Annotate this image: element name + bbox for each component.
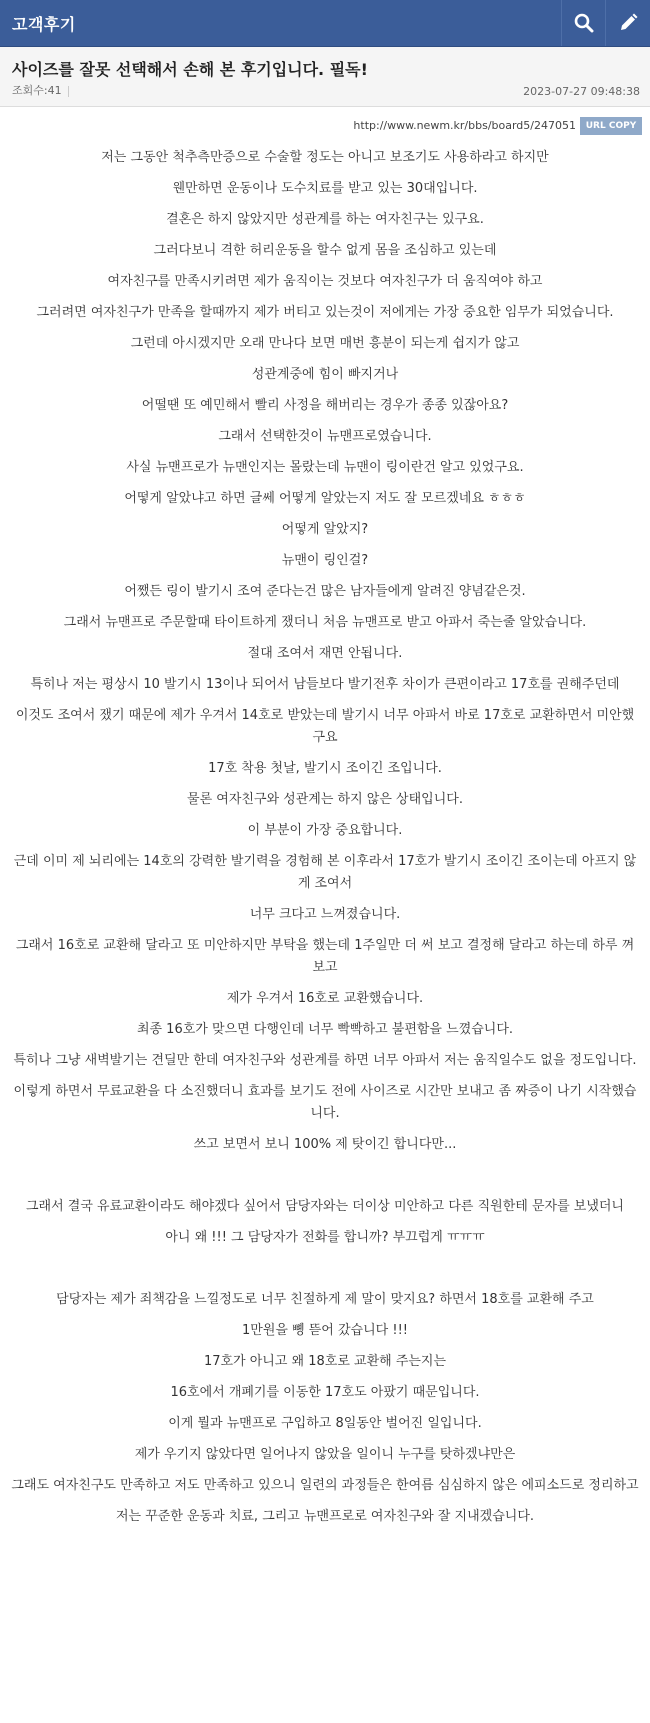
post-body (0, 143, 650, 1557)
body-paragraph: 물론 여자친구와 성관계는 하지 않은 상태입니다. (187, 792, 463, 807)
body-paragraph (10, 1165, 640, 1187)
body-paragraph: 어떨땐 또 예민해서 빨리 사정을 해버리는 경우가 종종 있잖아요? (141, 398, 509, 413)
body-paragraph: 그래도 여자친구도 만족하고 저도 만족하고 있으니 일련의 과정들은 한여름 심심하지 않은 에피소드로 정리하고 (11, 1478, 639, 1493)
body-paragraph: 웬만하면 운동이나 도수치료를 받고 있는 30대입니다. (172, 181, 478, 196)
body-paragraph: 저는 꾸준한 운동과 치료, 그리고 뉴맨프로로 여자친구와 잘 지내겠습니다. (115, 1509, 535, 1524)
body-paragraph: 특히나 그냥 새벽발기는 견딜만 한데 여자친구와 성관계를 하면 너무 아파서 저는 움직일수도 없을 정도입니다. (13, 1053, 637, 1068)
url-copy-button[interactable]: URL COPY (580, 117, 642, 135)
body-paragraph: 너무 크다고 느껴졌습니다. (249, 907, 401, 922)
top-bar (0, 0, 650, 47)
post-datetime: 2023-07-27 09:48:38 (523, 85, 640, 98)
body-paragraph: 어떻게 알았지? (281, 522, 369, 537)
search-button[interactable] (561, 0, 606, 46)
body-paragraph: 특히나 저는 평상시 10 발기시 13이나 되어서 남들보다 발기전후 차이가 큰편이라고 17호를 권해주던데 (30, 677, 620, 692)
body-paragraph: 이렇게 하면서 무료교환을 다 소진했더니 효과를 보기도 전에 사이즈로 시간만 보내고 좀 짜증이 나기 시작했습니다. (13, 1084, 637, 1121)
body-paragraph: 사실 뉴맨프로가 뉴맨인지는 몰랐는데 뉴맨이 링이란건 알고 있었구요. (126, 460, 524, 475)
post-header (0, 47, 650, 107)
body-paragraph: 절대 조여서 재면 안됩니다. (247, 646, 403, 661)
body-paragraph: 그러려면 여자친구가 만족을 할때까지 제가 버티고 있는것이 저에게는 가장 중요한 임무가 되었습니다. (36, 305, 614, 320)
body-paragraph: 이것도 조여서 쟀기 때문에 제가 우겨서 14호로 받았는데 발기시 너무 아파서 바로 17호로 교환하면서 미안했구요 (15, 708, 635, 745)
body-paragraph: 최종 16호가 맞으면 다행인데 너무 빡빡하고 불편함을 느꼈습니다. (136, 1022, 514, 1037)
body-paragraph: 그래서 뉴맨프로 주문할때 타이트하게 쟀더니 처음 뉴맨프로 받고 아파서 죽는줄 알았습니다. (63, 615, 587, 630)
body-paragraph: 그런데 아시겠지만 오래 만나다 보면 매번 흥분이 되는게 쉽지가 않고 (130, 336, 520, 351)
body-paragraph: 뉴맨이 링인걸? (281, 553, 369, 568)
body-paragraph: 근데 이미 제 뇌리에는 14호의 강력한 발기력을 경험해 본 이후라서 17호가 발기시 조이긴 조이는데 아프지 않게 조여서 (13, 854, 637, 891)
body-paragraph (10, 1258, 640, 1280)
body-paragraph: 여자친구를 만족시키려면 제가 움직이는 것보다 여자친구가 더 움직여야 하고 (107, 274, 543, 289)
post-url[interactable]: http://www.newm.kr/bbs/board5/247051 (353, 119, 576, 132)
body-paragraph: 담당자는 제가 죄책감을 느낄정도로 너무 친절하게 제 말이 맞지요? 하면서 18호를 교환해 주고 (56, 1292, 594, 1307)
post-title: 사이즈를 잘못 선택해서 손해 본 후기입니다. 필독! (12, 60, 368, 79)
write-button[interactable] (605, 0, 650, 46)
body-paragraph: 그러다보니 격한 허리운동을 할수 없게 몸을 조심하고 있는데 (153, 243, 497, 258)
body-paragraph: 그래서 16호로 교환해 달라고 또 미안하지만 부탁을 했는데 1주일만 더 써 보고 결정해 달라고 하는데 하루 껴 보고 (15, 938, 635, 975)
body-paragraph: 16호에서 개폐기를 이동한 17호도 아팠기 때문입니다. (170, 1385, 480, 1400)
body-paragraph: 결혼은 하지 않았지만 성관계를 하는 여자친구는 있구요. (166, 212, 484, 227)
meta-divider (68, 86, 69, 97)
view-count: 조회수:41 (12, 84, 62, 97)
body-paragraph: 쓰고 보면서 보니 100% 제 탓이긴 합니다만... (193, 1137, 457, 1152)
board-title: 고객후기 (12, 15, 76, 34)
body-paragraph: 성관계중에 힘이 빠지거나 (251, 367, 399, 382)
body-paragraph: 이게 뭘과 뉴맨프로 구입하고 8일동안 벌어진 일입니다. (168, 1416, 482, 1431)
search-icon (574, 13, 594, 33)
body-paragraph: 그래서 선택한것이 뉴맨프로였습니다. (218, 429, 432, 444)
body-paragraph: 17호가 아니고 왜 18호로 교환해 주는지는 (203, 1354, 447, 1369)
body-paragraph: 그래서 결국 유료교환이라도 해야겠다 싶어서 담당자와는 더이상 미안하고 다른 직원한테 문자를 보냈더니 (25, 1199, 624, 1214)
body-paragraph: 저는 그동안 척추측만증으로 수술할 정도는 아니고 보조기도 사용하라고 하지만 (101, 150, 549, 165)
post-meta (12, 82, 69, 98)
body-paragraph: 1만원을 뼹 뜯어 갔습니다 !!! (241, 1323, 408, 1338)
body-paragraph: 17호 착용 첫날, 발기시 조이긴 조입니다. (208, 761, 442, 776)
body-paragraph: 어쨌든 링이 발기시 조여 준다는건 많은 남자들에게 알려진 양념같은것. (124, 584, 526, 599)
body-paragraph: 제가 우기지 않았다면 일어나지 않았을 일이니 누구를 탓하겠냐만은 (134, 1447, 516, 1462)
pencil-icon (618, 13, 638, 33)
body-paragraph: 제가 우겨서 16호로 교환했습니다. (226, 991, 424, 1006)
body-paragraph: 아니 왜 !!! 그 담당자가 전화를 합니까? 부끄럽게 ㅠㅠㅠ (165, 1230, 485, 1245)
url-row (0, 107, 650, 143)
body-paragraph: 어떻게 알았냐고 하면 글쎄 어떻게 알았는지 저도 잘 모르겠네요 ㅎㅎㅎ (124, 491, 526, 506)
body-paragraph: 이 부분이 가장 중요합니다. (247, 823, 403, 838)
